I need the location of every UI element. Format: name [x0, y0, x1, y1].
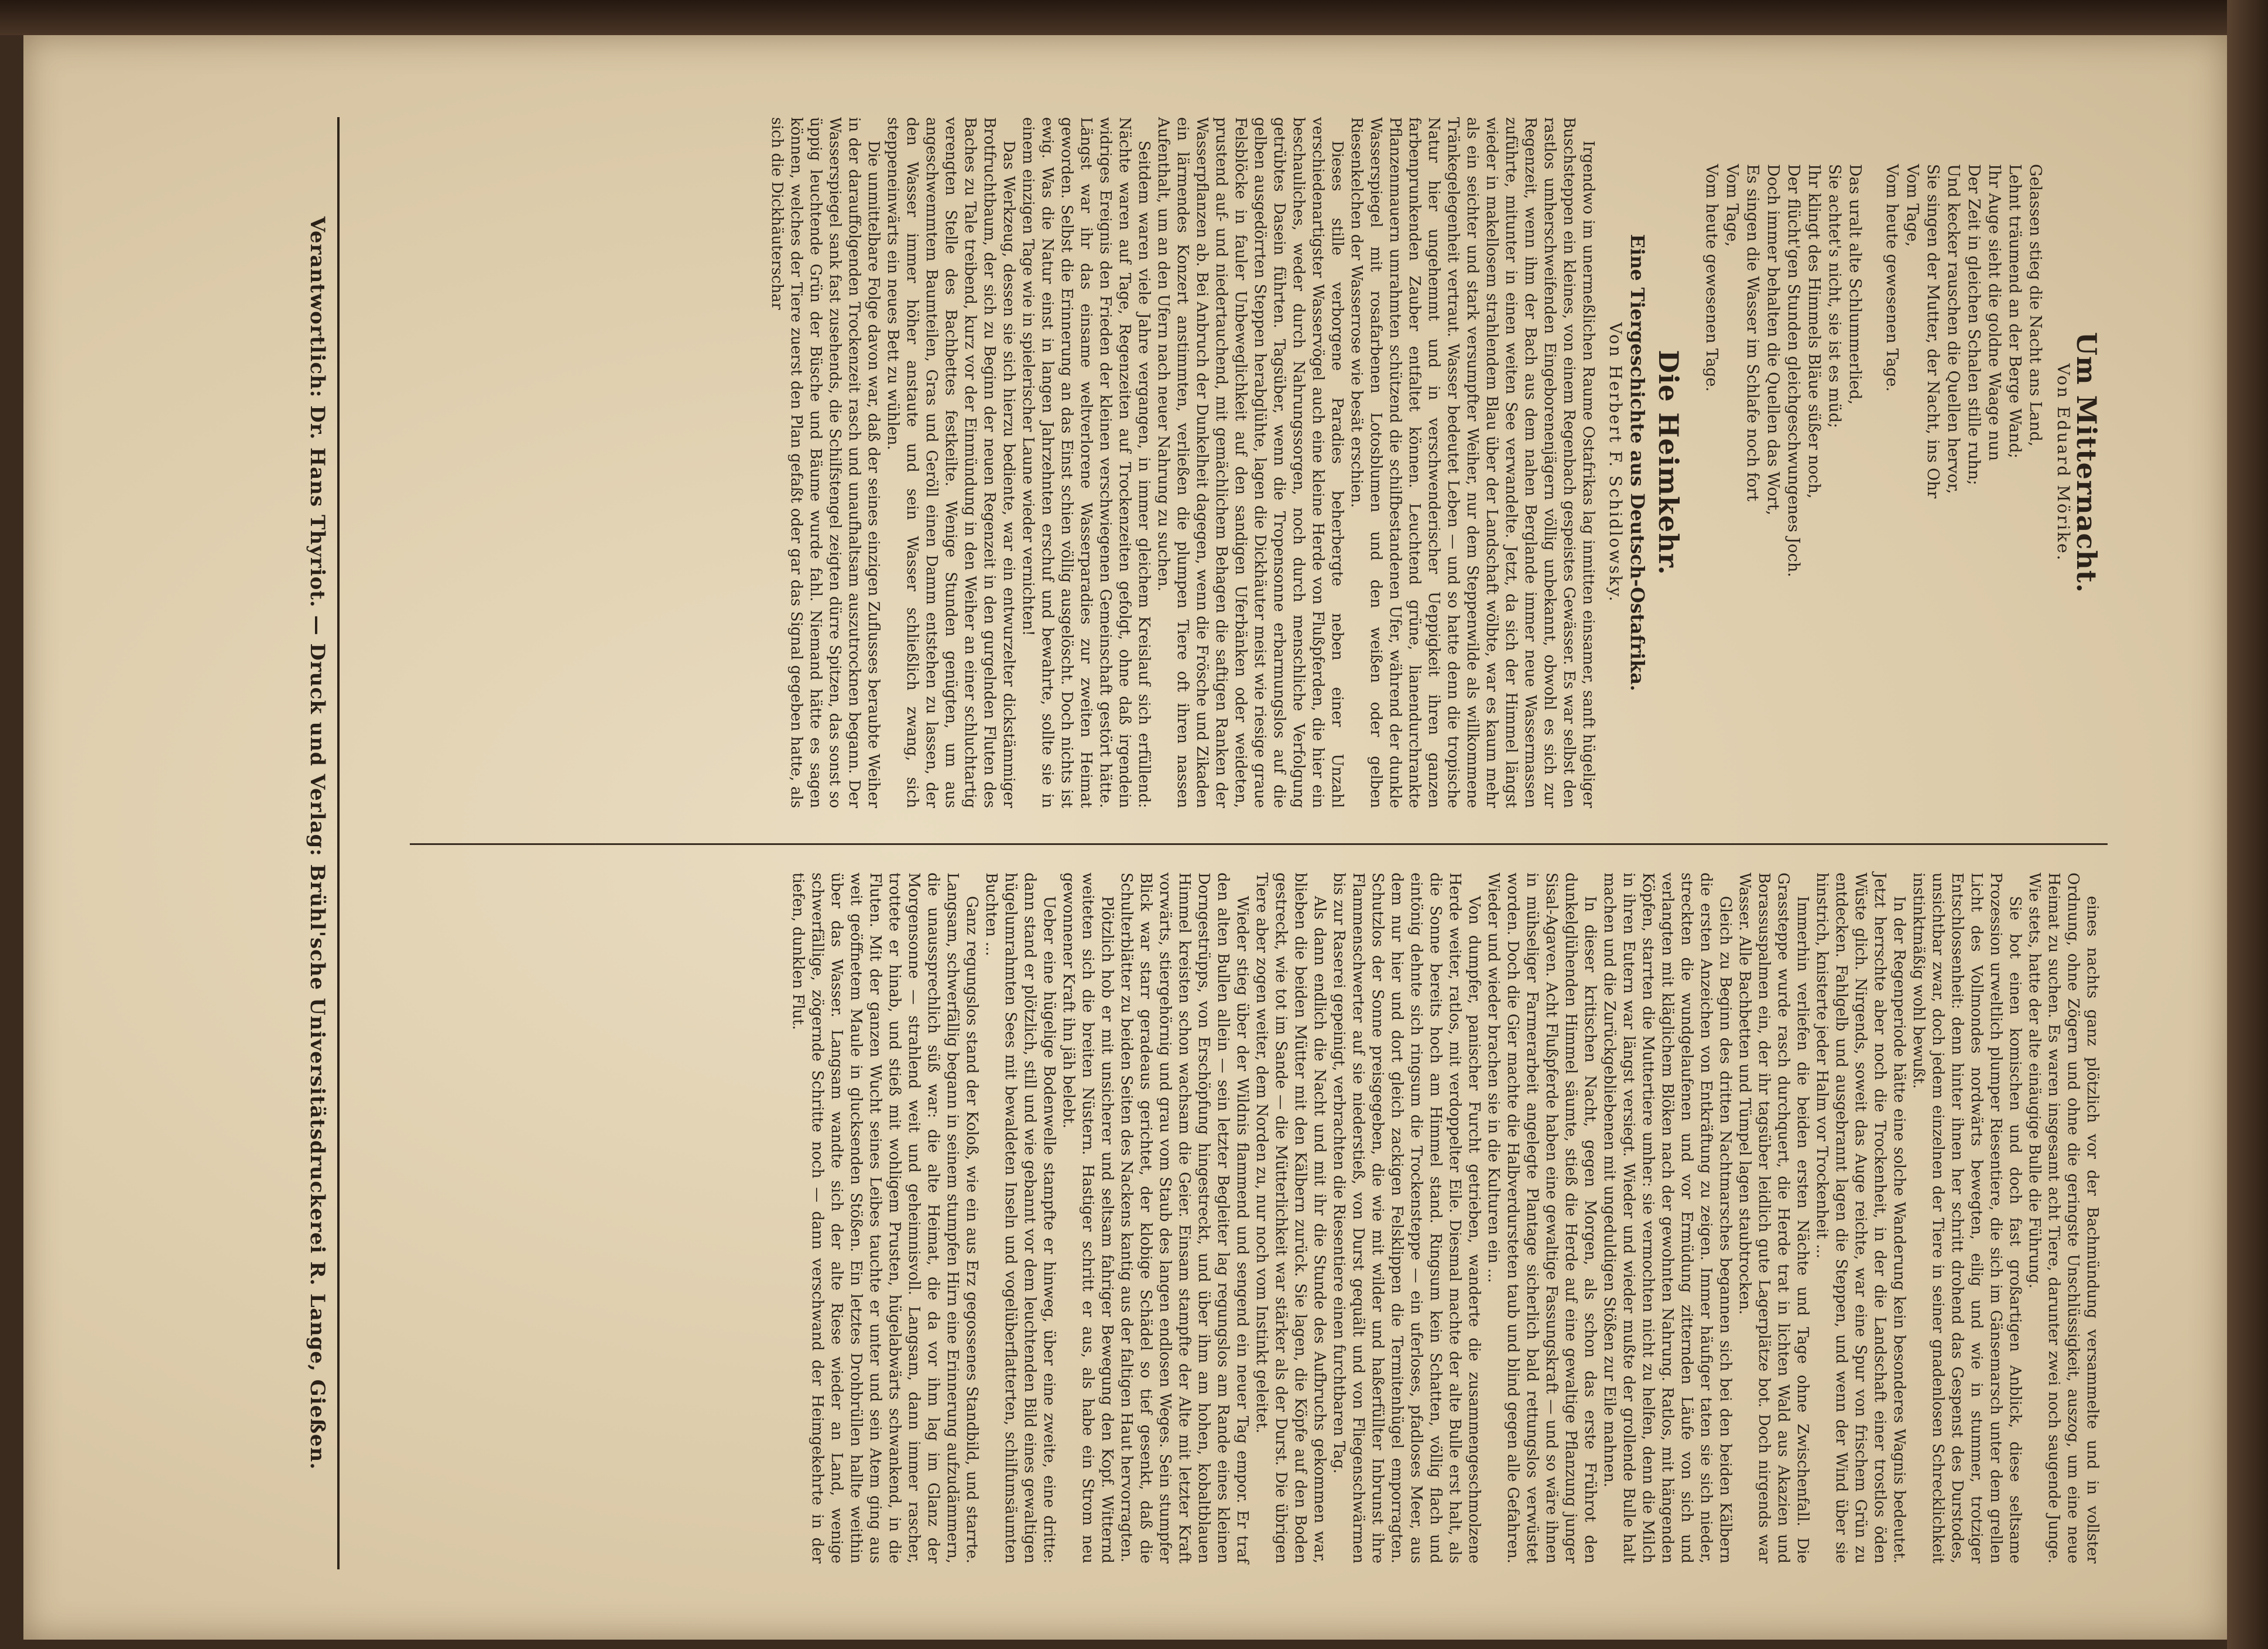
story-paragraph: Gleich zu Beginn des dritten Nachtmarsches begannen sich bei den beiden Kälbern die ersten Anzeichen von Entkräftung zu zeigen. Immer häufiger taten sie sich nieder, streckten die wundgelaufenen und vor Ermüdung zitternden Läufe von sich und verlangten mit kläglichem Blöken nach der gewohnten Nahrung. Ratlos, mit hängenden Köpfen, starrten die Muttertiere umher: sie vermochten nicht zu helfen, denn die Milch in ihren Eutern war längst versiegt. Wieder und wieder mußte der grollende Bulle halt machen und die Zurückgebliebenen mit ungeduldigen Stößen zur Eile mahnen. [1601, 873, 1734, 1564]
story-paragraph: Plötzlich hob er mit unsicherer und seltsam fahriger Bewegung den Kopf. Witternd weiteten sich die breiten Nüstern. Hastiger schritt er aus, als habe ein Strom neu gewonnener Kraft ihn jäh belebt. [1060, 873, 1116, 1564]
poem-title: Um Mitternacht. [2071, 331, 2102, 594]
book-binding-right [2227, 0, 2268, 1649]
story-paragraph: In der Regenperiode hätte eine solche Wanderung kein besonderes Wagnis bedeutet. Jetzt herrschte aber noch die Trockenheit, in der die Landschaft einer trostlos öden Wüste glich. Nirgends, soweit das Auge reichte, war eine Spur von frischem Grün zu entdecken. Fahlgelb und ausgebrannt lagen die Steppen, und wenn der Wind über sie hinstrich, knisterte jeder Halm vor Trockenheit ... [1813, 873, 1908, 1564]
poem-stanza-2: Das uralt alte Schlummerlied, Sie achtet's nicht, sie ist es müd; Ihr klingt des Himmels Bläue süßer noch, Der flücht'gen Stunden gleichgeschwungenes Joch. Doch immer behalten die Quellen das Wort, Es singen die Wasser im Schlafe noch fort Vom Tage, Vom heute gewesenen Tage. [1702, 164, 1864, 577]
story-paragraph: Als dann endlich die Nacht und mit ihr die Stunde des Aufbruchs gekommen war, blieben die beiden Mütter mit den Kälbern zurück. Sie lagen, die Köpfe auf den Boden gestreckt, wie tot im Sande — die Mütterlichkeit war stärker als der Durst. Die übrigen Tiere aber zogen weiter, dem Norden zu, nur noch vom Instinkt geleitet. [1253, 873, 1328, 1564]
poem-stanza-1: Gelassen stieg die Nacht ans Land, Lehnt träumend an der Berge Wand; Ihr Auge sieht die goldne Waage nun Der Zeit in gleichen Schalen stille ruhn; Und kecker rauschen die Quellen hervor, Sie singen der Mutter, der Nacht, ins Ohr Vom Tage, Vom heute gewesenen Tage. [1883, 164, 2044, 499]
story-paragraph: Ueber eine hügelige Bodenwelle stampfte er hinweg, über eine zweite, eine dritte: dann stand er plötzlich, still und wie gebannt vor dem leuchtenden Bild eines gewaltigen hügelumrahmten Sees mit bewaldeten Inseln und vogelüberflatterten, schilfumsäumten Buchten ... [982, 873, 1058, 1564]
story-author: Von Herbert F. Schidlowsky. [1606, 322, 1625, 603]
story-paragraph: Die unmittelbare Folge davon war, daß der seines einzigen Zuflusses beraubte Weiher in der darauffolgenden Trockenzeit rasch und unaufhaltsam auszutrocknen begann. Der Wasserspiegel sank fast zusehends, die Schilfstengel zeigten dürre Spitzen, das sonst so üppig leuchtende Grün der Büsche und Bäume wurde fahl. Niemand hätte es sagen können, welches der Tiere zuerst den Plan gefaßt oder gar das Signal gegeben hatte, als sich die Dickhäuterschar [768, 117, 882, 808]
newspaper-page [23, 35, 2227, 1640]
story-paragraph: Das Werkzeug, dessen sie sich hierzu bediente, war ein entwurzelter dickstämmiger Brotfruchtbaum, der sich zu Beginn der neuen Regenzeit in den gurgelnden Fluten des Baches zu Tale treibend, kurz vor der Einmündung in den Weiher an einer schluchtartig verengten Stelle des Bachbettes festkeilte. Wenige Stunden genügten, um aus angeschwemmtem Baumteilen, Gras und Geröll einen Damm entstehen zu lassen, der den Wasser immer höher anstaute und sein Wasser schließlich zwang, sich steppeneinwärts ein neues Bett zu wühlen. [884, 117, 1017, 808]
book-binding-top [0, 0, 2268, 35]
column-divider [410, 843, 2108, 845]
imprint-footer: Verantwortlich: Dr. Hans Thyriot. — Druck und Verlag: Brühl'sche Universitätsdruckerei R. Lange, Gießen. [306, 117, 340, 1569]
story-paragraph: Von dumpfer, panischer Furcht getrieben, wanderte die zusammengeschmolzene Herde weiter, ratlos, mit verdoppelter Eile. Diesmal machte der alte Bulle erst halt, als die Sonne bereits hoch am Himmel stand. Ringsum kein Schatten, völlig flach und eintönig dehnte sich ringsum die Trockensteppe — ein uferloses, pfadloses Meer, aus dem nur hier und dort gleich zackigen Felsklippen die Termitenhügel emporragten. Schutzlos der Sonne preisgegeben, die wie mit wilder und haßerfüllter Inbrunst ihre Flammenschwerter auf sie niederstieß, von Durst gequält und von Fliegenschwärmen bis zur Raserei gepeinigt, verbrachten die Riesentiere einen furchtbaren Tag. [1330, 873, 1483, 1564]
story-paragraph: Ganz regungslos stand der Koloß, wie ein aus Erz gegossenes Standbild, und starrte. Langsam, schwerfällig begann in seinem stumpfen Hirn eine Erinnerung aufzudämmern, die unaussprechlich süß war: die alte Heimat, die da vor ihm lag im Glanz der Morgensonne — strahlend weit und geheimnisvoll. Langsam, dann immer rascher, trottete er hinab, und stieß mit wohligem Prusten, hügelabwärts schwankend, in die Fluten. Mit der ganzen Wucht seines Leibes tauchte er unter und sein Atem ging aus weit geöffnetem Maule in glucksenden Stößen. Ein letztes Drohbrüllen hallte weithin über das Wasser. Langsam wandte sich der alte Riese wieder an Land, wenige schwerfällige, zögernde Schritte noch — dann verschwand der Heimgekehrte in der tiefen, dunklen Flut. [789, 873, 981, 1564]
left-column [767, 117, 2102, 808]
story-subtitle: Eine Tiergeschichte aus Deutsch-Ostafrika. [1626, 234, 1649, 692]
story-paragraph: Immerhin verliefen die beiden ersten Nächte und Tage ohne Zwischenfall. Die Grassteppe wurde rasch durchquert, die Herde trat in lichten Wald aus Akazien und Borassuspalmen ein, der ihr tagsüber leidlich gute Lagerplätze bot. Doch nirgends war Wasser. Alle Bachbetten und Tümpel lagen staubtrocken. [1736, 873, 1811, 1564]
story-paragraph: Wieder stieg über der Wildnis flammend und sengend ein neuer Tag empor. Er traf den alten Bullen allein — sein letzter Begleiter lag regungslos am Rande eines kleinen Dorngestrüpps, von Erschöpfung hingestreckt, und über ihm am hohen, kobaltblauen Himmel kreisten schon wachsam die Geier. Einsam stampfte der Alte mit letzter Kraft vorwärts, stiergehörnig und grau vom Staub des langen endlosen Weges. Sein stumpfer Blick war starr geradeaus gerichtet, der klobige Schädel so tief gesenkt, daß die Schulterblätter zu beiden Seiten des Nackens kantig aus der faltigen Haut hervorragten. [1118, 873, 1251, 1564]
story-paragraph: Sie bot einen komischen und doch fast großartigen Anblick, diese seltsame Prozession urweltlich plumper Riesentiere, die sich im Gänsemarsch unter dem grellen Licht des Vollmondes nordwärts bewegten, eilig und wie in stummer, trotziger Entschlossenheit: denn hinter ihnen her schritt drohend das Gespenst des Durstodes, unsichtbar zwar, doch jedem einzelnen der Tiere in seiner gnadenlosen Schrecklichkeit instinktmäßig wohl bewußt. [1910, 873, 2024, 1564]
right-column [788, 873, 2102, 1564]
poem-author: Von Eduard Mörike. [2054, 363, 2073, 562]
story-title: Die Heimkehr. [1653, 350, 1684, 576]
rotated-sheet [76, 82, 2125, 1604]
story-paragraph: Dieses stille verborgene Paradies beherbergte neben einer Unzahl verschiedenartigster Wasservögel auch eine kleine Herde von Flußpferden, die hier ein beschauliches, weder durch Nahrungssorgen, noch durch menschliche Verfolgung getrübtes Dasein führten. Tagsüber, wenn die Tropensonne erbarmungslos auf die gelben ausgedörrten Steppen herabglühte, lagen die Dickhäuter meist wie riesige graue Felsblöcke in fauler Unbeweglichkeit auf den sandigen Uferbänken oder weideten, prustend auf- und niedertauchend, mit gemächlichem Behagen die saftigen Ranken der Wasserpflanzen ab. Bei Anbruch der Dunkelheit dagegen, wenn die Frösche und Zikaden ein lärmendes Konzert anstimmten, verließen die plumpen Tiere oft ihren nassen Aufenthalt, um an den Ufern nach neuer Nahrung zu suchen. [1154, 117, 1346, 808]
story-paragraph: eines nachts ganz plötzlich vor der Bachmündung versammelte und in vollster Ordnung, ohne Zögern und ohne die geringste Unschlüssigkeit, auszog, um eine neue Heimat zu suchen. Es waren insgesamt acht Tiere, darunter zwei noch saugende Junge. Wie stets, hatte der alte einäugige Bulle die Führung. [2026, 873, 2101, 1564]
story-paragraph: In dieser kritischen Nacht, gegen Morgen, als schon das erste Frührot den dunkelglühenden Himmel säumte, stieß die Herde auf eine gewaltige Pflanzung junger Sisal-Agaven. Acht Flußpferde haben eine gewaltige Fassungskraft — und so wäre ihnen in mühseliger Farmerarbeit angelegte Plantage sicherlich bald rettungslos verwüstet worden. Doch die Gier machte die Halbverdursteten taub und blind gegen alle Gefahren. Wieder und wieder brachen sie in die Kulturen ein ... [1485, 873, 1599, 1564]
story-paragraph: Seitdem waren viele Jahre vergangen, in immer gleichem Kreislauf sich erfüllend: Nächte waren auf Tage, Regenzeiten auf Trockenzeiten gefolgt, ohne daß irgendein widriges Ereignis den Frieden der kleinen verschwiegenen Gemeinschaft gestört hätte. Längst war ihr das einsame weltverlorene Wasserparadies zur zweiten Heimat geworden. Selbst die Erinnerung an das Einst schien völlig ausgelöscht. Doch nichts ist ewig. Was die Natur einst in langen Jahrzehnten erschuf und bewahrte, sollte sie in einem einzigen Tage wie in spielerischer Laune wieder vernichten! [1019, 117, 1153, 808]
story-paragraph: Irgendwo im unermeßlichen Raume Ostafrikas lag inmitten einsamer, sanft hügeliger Buschsteppen ein kleines, von einem Regenbach gespeistes Gewässer. Es war selbst den rastlos umherschweifenden Eingeborenenjägern völlig unbekannt, obwohl es sich zur Regenzeit, wenn ihm der Bach aus dem nahen Berglande immer neue Wassermassen zuführte, mitunter in einen weiten See verwandelte. Jetzt, da sich der Himmel längst wieder in makellosem strahlendem Blau über der Landschaft wölbte, war es kaum mehr als ein seichter und stark versumpfter Weiher, nur dem Steppenwilde als willkommene Tränkegelegenheit vertraut. Wasser bedeutet Leben — und so hatte denn die tropische Natur hier ungehemmt und in verschwenderischer Ueppigkeit ihren ganzen farbenprunkenden Zauber entfaltet können. Leuchtend grüne, lianendurchrankte Pflanzenmauern umrahmten schützend die schilfbestandenen Ufer, während der dunkle Wasserspiegel mit rosafarbenen Lotosblumen und den weißen oder gelben Riesenkelchen der Wasserrose wie besät erschien. [1348, 117, 1597, 808]
